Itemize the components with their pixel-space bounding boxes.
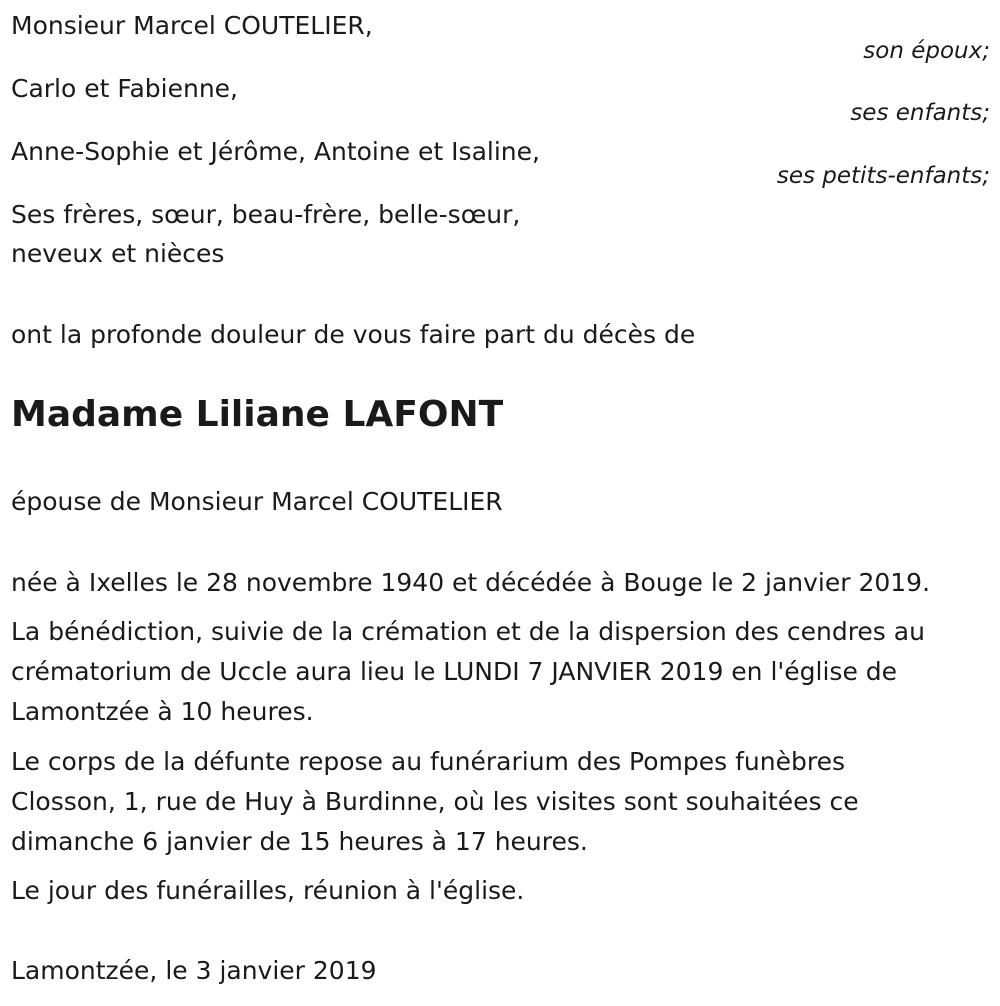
- siblings-line-2: neveux et nièces: [11, 239, 225, 268]
- meeting-line: Le jour des funérailles, réunion à l'église.: [11, 876, 525, 905]
- ceremony-paragraph: [11, 612, 991, 732]
- announcement-text: ont la profonde douleur de vous faire part du décès de: [11, 320, 696, 349]
- place-date-line: Lamontzée, le 3 janvier 2019: [11, 956, 377, 985]
- visitation-line: Le corps de la défunte repose au funérarium des Pompes funèbres: [11, 747, 845, 776]
- family-role-grandchildren: ses petits-enfants;: [776, 163, 990, 189]
- visitation-line: dimanche 6 janvier de 15 heures à 17 heures.: [11, 827, 588, 856]
- family-member-grandchildren: Anne-Sophie et Jérôme, Antoine et Isaline,: [11, 137, 540, 166]
- visitation-paragraph: [11, 742, 991, 862]
- family-member-children: Carlo et Fabienne,: [11, 74, 238, 103]
- ceremony-line: La bénédiction, suivie de la crémation et de la dispersion des cendres au: [11, 617, 925, 646]
- spouse-line: épouse de Monsieur Marcel COUTELIER: [11, 487, 503, 516]
- visitation-line: Closson, 1, rue de Huy à Burdinne, où les visites sont souhaitées ce: [11, 787, 859, 816]
- deceased-name: Madame Liliane LAFONT: [11, 394, 504, 435]
- family-member-spouse: Monsieur Marcel COUTELIER,: [11, 11, 373, 40]
- ceremony-line: crématorium de Uccle aura lieu le LUNDI 7 JANVIER 2019 en l'église de: [11, 657, 898, 686]
- ceremony-line: Lamontzée à 10 heures.: [11, 697, 314, 726]
- birth-death-line: née à Ixelles le 28 novembre 1940 et décédée à Bouge le 2 janvier 2019.: [11, 568, 931, 597]
- family-role-children: ses enfants;: [850, 100, 990, 126]
- family-role-spouse: son époux;: [863, 38, 990, 64]
- siblings-line-1: Ses frères, sœur, beau-frère, belle-sœur,: [11, 200, 521, 229]
